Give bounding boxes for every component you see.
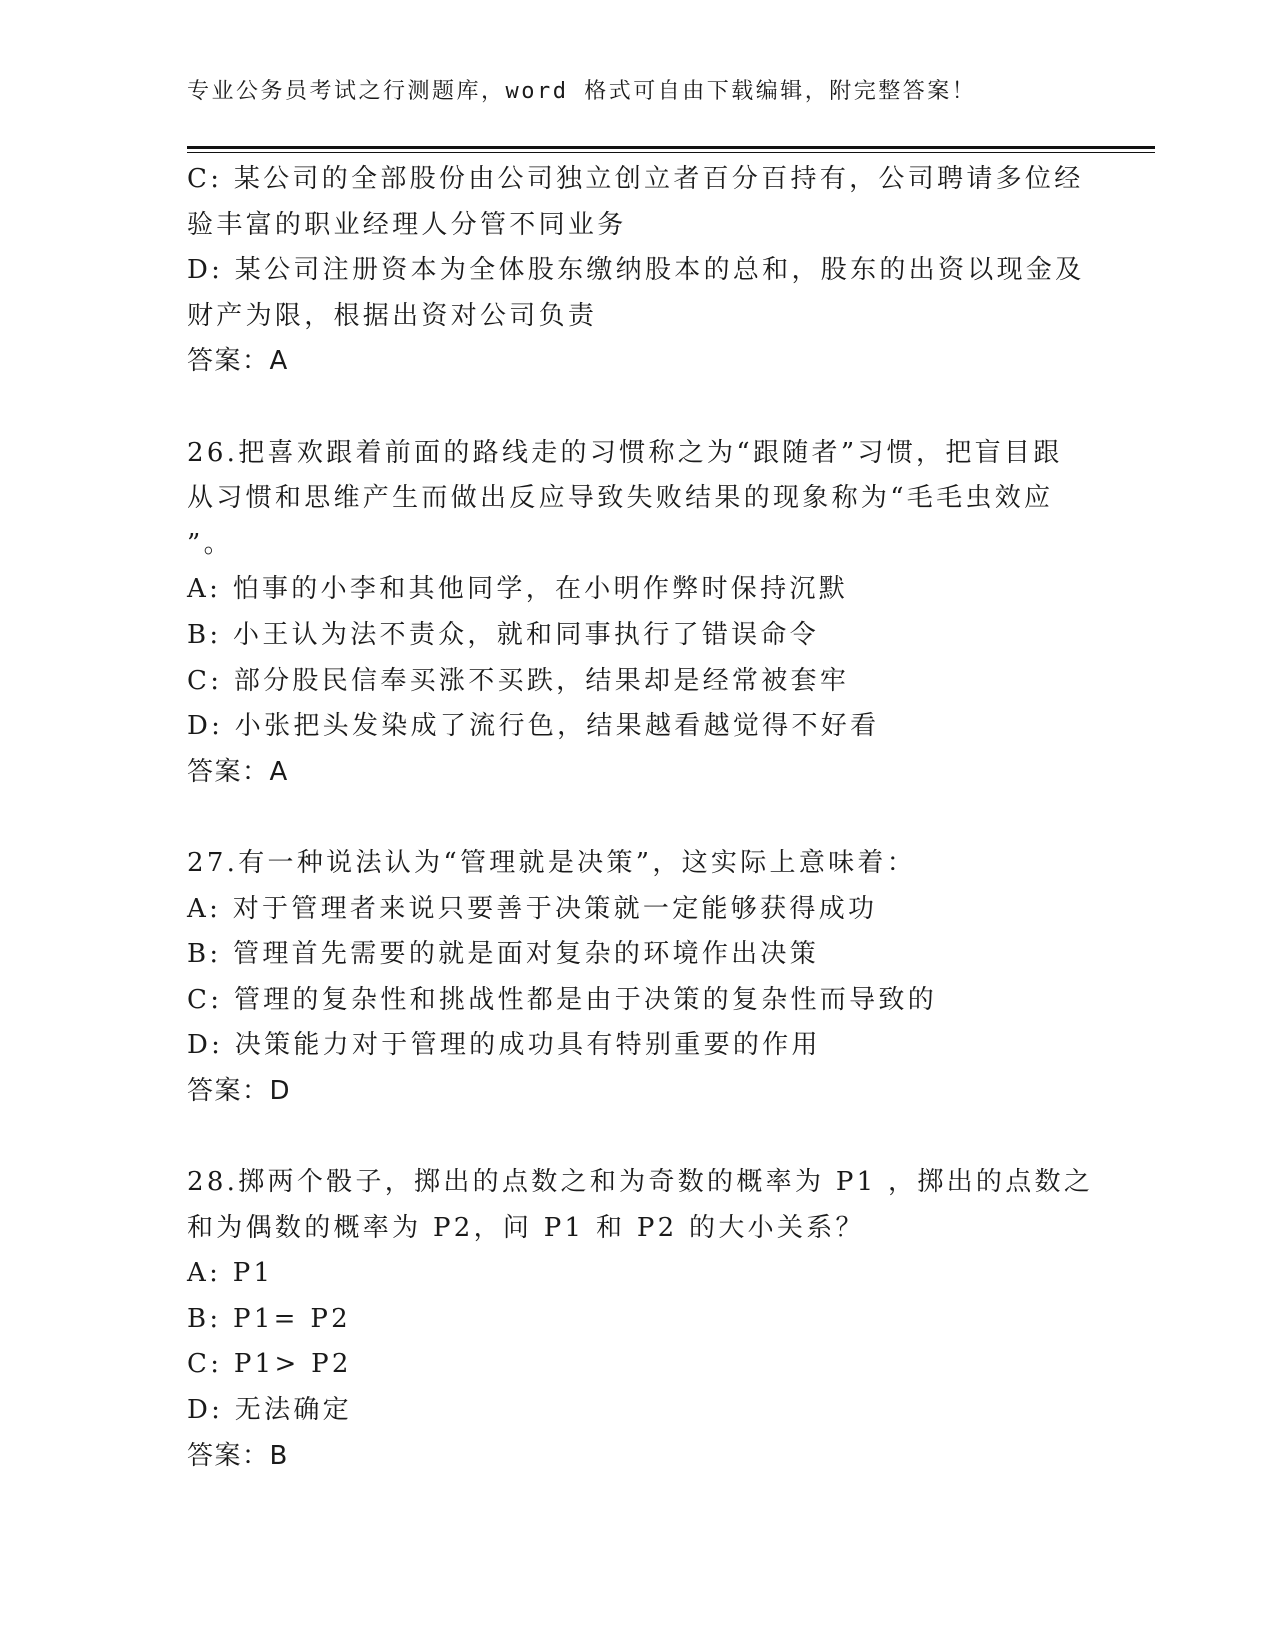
header-rule-thin	[187, 152, 1155, 153]
option-c: C: 管理的复杂性和挑战性都是由于决策的复杂性而导致的	[187, 984, 938, 1015]
page-header: 专业公务员考试之行测题库，word 格式可自由下载编辑，附完整答案！	[187, 79, 977, 104]
header-rule-thick	[187, 146, 1155, 149]
question-stem: 和为偶数的概率为 P2，问 P1 和 P2 的大小关系？	[187, 1212, 865, 1243]
option-c-line-1: C: 某公司的全部股份由公司独立创立者百分百持有，公司聘请多位经	[187, 164, 1084, 194]
question-content	[187, 157, 1094, 1479]
option-b: B: P1= P2	[187, 1303, 351, 1334]
option-c: C: 部分股民信奉买涨不买跌，结果却是经常被套牢	[187, 665, 850, 696]
answer: 答案：B	[187, 1440, 289, 1471]
question-stem: ”。	[187, 528, 233, 559]
option-b: B: 小王认为法不责众，就和同事执行了错误命令	[187, 619, 820, 650]
answer: 答案：A	[187, 756, 289, 787]
question-stem: 28.掷两个骰子，掷出的点数之和为奇数的概率为 P1 ，掷出的点数之	[187, 1167, 1094, 1198]
option-a: A: 对于管理者来说只要善于决策就一定能够获得成功	[187, 893, 878, 924]
option-b: B: 管理首先需要的就是面对复杂的环境作出决策	[187, 939, 820, 970]
option-c-line-2: 验丰富的职业经理人分管不同业务	[187, 209, 627, 240]
option-a: A: P1	[187, 1258, 274, 1289]
option-a: A: 怕事的小李和其他同学，在小明作弊时保持沉默	[187, 574, 849, 605]
option-d: D: 小张把头发染成了流行色，结果越看越觉得不好看	[187, 711, 880, 742]
option-d: D: 无法确定	[187, 1395, 352, 1426]
question-stem: 26.把喜欢跟着前面的路线走的习惯称之为“跟随者”习惯，把盲目跟	[187, 437, 1063, 468]
question-stem: 从习惯和思维产生而做出反应导致失败结果的现象称为“毛毛虫效应	[187, 483, 1054, 514]
answer: 答案：D	[187, 1075, 292, 1106]
question-stem: 27.有一种说法认为“管理就是决策”，这实际上意味着：	[187, 847, 917, 878]
option-d-line-1: D: 某公司注册资本为全体股东缴纳股本的总和，股东的出资以现金及	[187, 255, 1085, 286]
option-d-line-2: 财产为限，根据出资对公司负责	[187, 300, 598, 331]
option-d: D: 决策能力对于管理的成功具有特别重要的作用	[187, 1030, 821, 1061]
option-c: C: P1> P2	[187, 1349, 352, 1380]
answer: 答案：A	[187, 346, 289, 377]
